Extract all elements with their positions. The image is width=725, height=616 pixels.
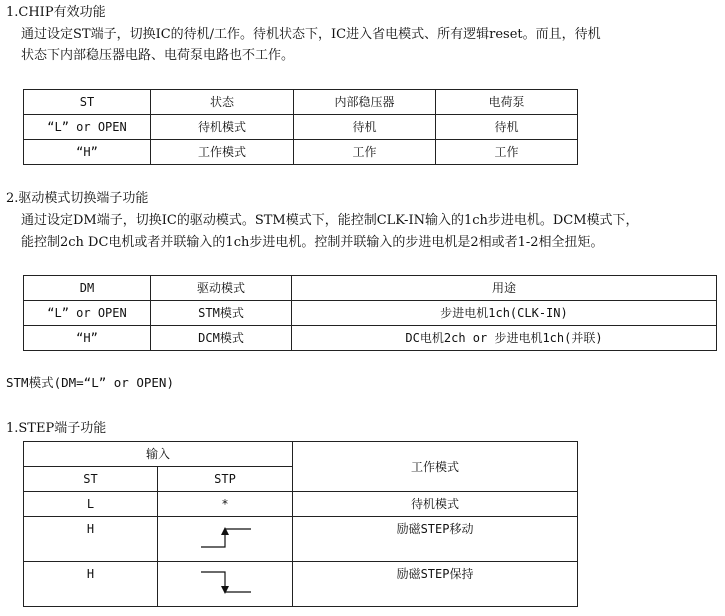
table-cell: H [24,562,158,607]
table-cell: 励磁STEP保持 [293,562,578,607]
header-charge-pump: 电荷泵 [436,90,578,115]
table-row [24,326,717,351]
table-cell: 工作模式 [151,140,294,165]
table-cell: 步进电机1ch(CLK-IN) [292,301,717,326]
table-cell: “H” [24,140,151,165]
table-cell: 励磁STEP移动 [293,517,578,562]
table-cell: 待机模式 [293,492,578,517]
table-row [24,140,578,165]
table-cell: H [24,517,158,562]
section-1-text-line-1: 通过设定ST端子，切换IC的待机/工作。待机状态下，IC进入省电模式、所有逻辑reset。而且，待机 [21,27,601,42]
section-1-text-line-2: 状态下内部稳压器电路、电荷泵电路也不工作。 [21,48,295,63]
header-dm: DM [24,276,151,301]
table-row [24,517,578,562]
header-st: ST [24,90,151,115]
header-working-mode: 工作模式 [293,442,578,492]
table-cell: STM模式 [151,301,292,326]
table-cell: * [158,492,293,517]
table-row [24,562,578,607]
table-row [24,115,578,140]
standby-table [23,89,578,165]
header-state: 状态 [151,90,294,115]
drive-mode-table [23,275,717,351]
table-header-row [24,90,578,115]
table-header-row [24,276,717,301]
table-cell [158,562,293,607]
section-2-text-line-2: 能控制2ch DC电机或者并联输入的1ch步进电机。控制并联输入的步进电机是2相或者1-2相全扭矩。 [21,235,604,250]
header-usage: 用途 [292,276,717,301]
rising-edge-icon [195,517,255,557]
table-cell: 待机模式 [151,115,294,140]
table-cell: DC电机2ch or 步进电机1ch(并联) [292,326,717,351]
table-cell: “H” [24,326,151,351]
section-2-heading: 2.驱动模式切换端子功能 [6,191,149,206]
table-cell: 工作 [294,140,436,165]
section-2-text-line-1: 通过设定DM端子，切换IC的驱动模式。STM模式下，能控制CLK-IN输入的1ch步进电机。DCM模式下， [21,213,639,228]
table-cell [158,517,293,562]
header-drive-mode: 驱动模式 [151,276,292,301]
table-cell: “L” or OPEN [24,301,151,326]
stm-mode-title: STM模式(DM=“L” or OPEN) [6,375,174,390]
table-row [24,301,717,326]
table-row [24,492,578,517]
table-cell: L [24,492,158,517]
section-1-heading: 1.CHIP有效功能 [6,5,106,20]
falling-edge-icon [195,562,255,602]
header-st: ST [24,467,158,492]
table-cell: 工作 [436,140,578,165]
header-input-group: 输入 [24,442,293,467]
table-cell: 待机 [294,115,436,140]
header-regulator: 内部稳压器 [294,90,436,115]
section-3-heading: 1.STEP端子功能 [6,421,107,436]
table-header-row [24,442,578,467]
header-stp: STP [158,467,293,492]
step-table [23,441,578,607]
table-cell: 待机 [436,115,578,140]
table-cell: DCM模式 [151,326,292,351]
table-cell: “L” or OPEN [24,115,151,140]
